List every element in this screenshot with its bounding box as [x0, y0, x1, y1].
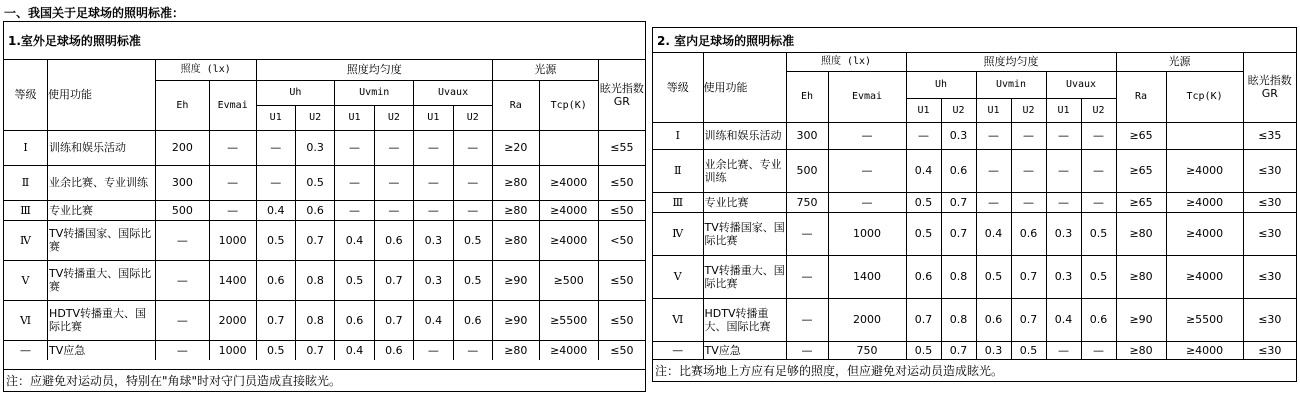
- cell-uvmin-u2: 0.7: [1011, 298, 1046, 341]
- cell-uvaux-u1: —: [1046, 192, 1081, 212]
- col-header-function: 使用功能: [703, 53, 786, 122]
- cell-uvaux-u2: 0.5: [1081, 212, 1116, 255]
- cell-eh: 500: [786, 149, 828, 192]
- cell-eh: —: [786, 212, 828, 255]
- cell-glare: ≤50: [598, 200, 645, 220]
- cell-uh-u1: 0.6: [906, 255, 941, 298]
- cell-tcp: ≥500: [539, 260, 598, 300]
- cell-uvmin-u1: 0.6: [335, 300, 374, 340]
- cell-evmai: 2000: [828, 298, 906, 341]
- cell-function: TV转播重大、国际比赛: [48, 260, 156, 300]
- outdoor-table-title: 1.室外足球场的照明标准: [4, 22, 645, 60]
- cell-function: TV转播国家、国际比赛: [48, 220, 156, 260]
- cell-uh-u2: 0.5: [295, 165, 334, 200]
- cell-level: Ⅱ: [653, 149, 703, 192]
- col-header-uvaux: Uvaux: [1046, 71, 1116, 98]
- cell-uvaux-u2: —: [453, 130, 492, 165]
- cell-ra: ≥65: [1116, 122, 1166, 149]
- cell-eh: —: [155, 340, 209, 360]
- cell-uh-u2: 0.7: [295, 220, 334, 260]
- cell-uvaux-u2: —: [453, 200, 492, 220]
- col-header-ra: Ra: [492, 80, 539, 130]
- col-header-uvmin: Uvmin: [335, 80, 414, 105]
- table-row: [4, 340, 645, 360]
- cell-tcp: ≥5500: [539, 300, 598, 340]
- cell-glare: ≤35: [1243, 122, 1296, 149]
- cell-glare: ≤50: [598, 300, 645, 340]
- cell-tcp: ≥4000: [1166, 149, 1243, 192]
- cell-uvaux-u1: 0.3: [1046, 255, 1081, 298]
- cell-uvaux-u2: 0.5: [453, 220, 492, 260]
- cell-uh-u2: 0.7: [941, 212, 976, 255]
- cell-uh-u1: 0.5: [906, 212, 941, 255]
- cell-uvaux-u2: —: [453, 340, 492, 360]
- cell-uvmin-u2: 0.7: [374, 260, 413, 300]
- col-header-glare: 眩光指数GR: [598, 60, 645, 130]
- cell-ra: ≥80: [492, 220, 539, 260]
- cell-tcp: ≥4000: [1166, 255, 1243, 298]
- cell-level: —: [653, 341, 703, 360]
- table-row: [4, 220, 645, 260]
- cell-function: TV转播重大、国际比赛: [703, 255, 786, 298]
- col-header-uvmin-u1: U1: [335, 105, 374, 130]
- cell-glare: ≤55: [598, 130, 645, 165]
- cell-uvaux-u1: 0.3: [414, 260, 453, 300]
- cell-tcp: ≥4000: [1166, 192, 1243, 212]
- cell-ra: ≥65: [1116, 192, 1166, 212]
- cell-glare: ≤50: [598, 165, 645, 200]
- cell-level: Ⅴ: [4, 260, 48, 300]
- cell-ra: ≥65: [1116, 149, 1166, 192]
- cell-tcp: ≥4000: [539, 165, 598, 200]
- cell-uvmin-u1: 0.3: [976, 341, 1011, 360]
- cell-ra: ≥80: [492, 340, 539, 360]
- cell-uh-u2: 0.7: [941, 192, 976, 212]
- outdoor-table-note: 注：应避免对运动员，特别在"角球"时对守门员造成直接眩光。: [4, 369, 645, 391]
- cell-glare: ≤30: [1243, 192, 1296, 212]
- cell-eh: —: [155, 260, 209, 300]
- table-row: [653, 149, 1296, 192]
- col-header-uvmin-u2: U2: [374, 105, 413, 130]
- cell-uh-u2: 0.3: [295, 130, 334, 165]
- cell-uvmin-u2: —: [1011, 122, 1046, 149]
- cell-uvaux-u2: 0.6: [1081, 298, 1116, 341]
- cell-level: Ⅰ: [653, 122, 703, 149]
- col-header-uvaux-u1: U1: [1046, 98, 1081, 122]
- cell-tcp: ≥5500: [1166, 298, 1243, 341]
- cell-eh: —: [786, 298, 828, 341]
- cell-level: —: [4, 340, 48, 360]
- cell-uh-u1: 0.7: [906, 298, 941, 341]
- cell-glare: <50: [598, 220, 645, 260]
- cell-function: 训练和娱乐活动: [703, 122, 786, 149]
- cell-uh-u2: 0.8: [941, 255, 976, 298]
- cell-uh-u1: —: [256, 130, 295, 165]
- cell-uvaux-u1: —: [414, 340, 453, 360]
- cell-glare: ≤50: [598, 260, 645, 300]
- col-header-light-source: 光源: [1116, 53, 1243, 71]
- col-header-uvmin: Uvmin: [976, 71, 1046, 98]
- cell-uvmin-u2: 0.5: [1011, 341, 1046, 360]
- cell-uh-u2: 0.7: [295, 340, 334, 360]
- cell-level: Ⅳ: [4, 220, 48, 260]
- cell-eh: —: [786, 341, 828, 360]
- cell-function: TV应急: [48, 340, 156, 360]
- cell-uvaux-u1: —: [414, 165, 453, 200]
- cell-uvmin-u2: —: [374, 130, 413, 165]
- cell-ra: ≥80: [1116, 212, 1166, 255]
- cell-evmai: 1000: [828, 212, 906, 255]
- cell-level: Ⅵ: [653, 298, 703, 341]
- cell-uvmin-u1: 0.6: [976, 298, 1011, 341]
- table-row: [653, 212, 1296, 255]
- cell-uh-u1: 0.6: [256, 260, 295, 300]
- cell-evmai: —: [209, 130, 256, 165]
- cell-uh-u2: 0.6: [295, 200, 334, 220]
- col-header-glare: 眩光指数GR: [1243, 53, 1296, 122]
- cell-uh-u1: 0.5: [256, 220, 295, 260]
- cell-evmai: —: [828, 122, 906, 149]
- cell-uvaux-u1: —: [414, 200, 453, 220]
- outdoor-standard-table: [4, 60, 645, 360]
- cell-tcp: [1166, 122, 1243, 149]
- cell-tcp: ≥4000: [539, 220, 598, 260]
- cell-uvaux-u2: —: [1081, 341, 1116, 360]
- cell-uvmin-u2: —: [374, 165, 413, 200]
- cell-evmai: 1000: [209, 220, 256, 260]
- cell-ra: ≥80: [1116, 341, 1166, 360]
- col-header-evmai: Evmai: [828, 71, 906, 122]
- cell-uh-u1: 0.5: [906, 192, 941, 212]
- cell-uh-u1: 0.5: [906, 341, 941, 360]
- cell-uvmin-u1: 0.4: [335, 340, 374, 360]
- cell-function: HDTV转播重大、国际比赛: [48, 300, 156, 340]
- col-header-uvmin-u2: U2: [1011, 98, 1046, 122]
- cell-uvmin-u2: 0.6: [374, 220, 413, 260]
- cell-level: Ⅴ: [653, 255, 703, 298]
- cell-uh-u2: 0.3: [941, 122, 976, 149]
- cell-evmai: 2000: [209, 300, 256, 340]
- cell-ra: ≥20: [492, 130, 539, 165]
- cell-eh: 300: [155, 165, 209, 200]
- col-header-eh: Eh: [786, 71, 828, 122]
- cell-tcp: ≥4000: [539, 200, 598, 220]
- cell-uvaux-u1: 0.4: [414, 300, 453, 340]
- cell-ra: ≥90: [1116, 298, 1166, 341]
- cell-uh-u1: 0.7: [256, 300, 295, 340]
- cell-eh: 500: [155, 200, 209, 220]
- table-row: [4, 130, 645, 165]
- col-header-function: 使用功能: [48, 60, 156, 130]
- col-header-tcp: Tcp(K): [539, 80, 598, 130]
- cell-eh: —: [155, 220, 209, 260]
- cell-ra: ≥80: [492, 165, 539, 200]
- cell-evmai: 750: [828, 341, 906, 360]
- table-row: [4, 260, 645, 300]
- cell-function: 训练和娱乐活动: [48, 130, 156, 165]
- cell-ra: ≥80: [1116, 255, 1166, 298]
- cell-uh-u2: 0.7: [941, 341, 976, 360]
- table-row: [653, 298, 1296, 341]
- cell-uvaux-u2: —: [453, 165, 492, 200]
- col-header-uh: Uh: [256, 80, 335, 105]
- col-header-uh-u2: U2: [941, 98, 976, 122]
- cell-glare: ≤30: [1243, 298, 1296, 341]
- cell-uvaux-u2: 0.5: [1081, 255, 1116, 298]
- cell-uh-u1: 0.4: [906, 149, 941, 192]
- cell-glare: ≤30: [1243, 149, 1296, 192]
- cell-uvaux-u2: —: [1081, 192, 1116, 212]
- col-header-uh-u1: U1: [906, 98, 941, 122]
- cell-eh: 200: [155, 130, 209, 165]
- cell-evmai: 1400: [828, 255, 906, 298]
- cell-glare: ≤50: [598, 340, 645, 360]
- outdoor-standard-panel: [3, 21, 646, 392]
- col-header-uvaux: Uvaux: [414, 80, 493, 105]
- col-header-uniformity: 照度均匀度: [906, 53, 1116, 71]
- cell-uvmin-u2: —: [1011, 192, 1046, 212]
- cell-uvmin-u1: —: [335, 165, 374, 200]
- cell-uh-u1: —: [256, 165, 295, 200]
- cell-uvaux-u1: 0.3: [414, 220, 453, 260]
- cell-uvaux-u2: 0.5: [453, 260, 492, 300]
- cell-uh-u2: 0.8: [295, 300, 334, 340]
- col-header-uvaux-u1: U1: [414, 105, 453, 130]
- cell-ra: ≥90: [492, 300, 539, 340]
- cell-uvmin-u2: 0.6: [1011, 212, 1046, 255]
- cell-function: 专业比赛: [48, 200, 156, 220]
- col-header-uh: Uh: [906, 71, 976, 98]
- cell-uvaux-u2: —: [1081, 149, 1116, 192]
- col-header-evmai: Evmai: [209, 80, 256, 130]
- col-header-uvaux-u2: U2: [1081, 98, 1116, 122]
- table-row: [4, 200, 645, 220]
- cell-eh: 750: [786, 192, 828, 212]
- cell-uvmin-u2: —: [1011, 149, 1046, 192]
- cell-uvaux-u1: 0.3: [1046, 212, 1081, 255]
- cell-function: 业余比赛、专业训练: [48, 165, 156, 200]
- cell-level: Ⅳ: [653, 212, 703, 255]
- cell-function: 专业比赛: [703, 192, 786, 212]
- cell-glare: ≤30: [1243, 341, 1296, 360]
- col-header-uh-u2: U2: [295, 105, 334, 130]
- cell-eh: —: [155, 300, 209, 340]
- cell-uvaux-u1: —: [1046, 122, 1081, 149]
- table-row: [653, 122, 1296, 149]
- cell-evmai: —: [209, 200, 256, 220]
- cell-uvaux-u1: —: [1046, 341, 1081, 360]
- cell-uvmin-u1: 0.4: [976, 212, 1011, 255]
- cell-uvmin-u2: —: [374, 200, 413, 220]
- cell-eh: 300: [786, 122, 828, 149]
- cell-evmai: 1000: [209, 340, 256, 360]
- cell-function: TV转播国家、国际比赛: [703, 212, 786, 255]
- col-header-illuminance: 照度 (lx): [786, 53, 906, 71]
- cell-evmai: —: [209, 165, 256, 200]
- cell-evmai: —: [828, 149, 906, 192]
- cell-uvmin-u2: 0.7: [1011, 255, 1046, 298]
- cell-tcp: ≥4000: [1166, 212, 1243, 255]
- cell-level: Ⅲ: [4, 200, 48, 220]
- cell-uvmin-u1: 0.5: [976, 255, 1011, 298]
- cell-uvaux-u1: —: [414, 130, 453, 165]
- cell-function: HDTV转播重大、国际比赛: [703, 298, 786, 341]
- cell-level: Ⅱ: [4, 165, 48, 200]
- col-header-ra: Ra: [1116, 71, 1166, 122]
- cell-function: 业余比赛、专业训练: [703, 149, 786, 192]
- cell-uh-u2: 0.8: [941, 298, 976, 341]
- cell-function: TV应急: [703, 341, 786, 360]
- cell-evmai: —: [828, 192, 906, 212]
- col-header-level: 等级: [4, 60, 48, 130]
- cell-glare: ≤30: [1243, 255, 1296, 298]
- col-header-eh: Eh: [155, 80, 209, 130]
- cell-tcp: ≥4000: [539, 340, 598, 360]
- cell-glare: ≤30: [1243, 212, 1296, 255]
- col-header-illuminance: 照度 (lx): [155, 60, 256, 80]
- cell-uvaux-u1: 0.4: [1046, 298, 1081, 341]
- cell-uvmin-u1: —: [976, 192, 1011, 212]
- indoor-standard-table: [653, 53, 1296, 360]
- cell-uvmin-u1: —: [335, 130, 374, 165]
- indoor-table-title: 2. 室内足球场的照明标准: [653, 28, 1296, 53]
- col-header-light-source: 光源: [492, 60, 598, 80]
- cell-uvmin-u1: —: [976, 149, 1011, 192]
- cell-uvaux-u2: 0.6: [453, 300, 492, 340]
- table-row: [4, 165, 645, 200]
- cell-uvmin-u1: —: [335, 200, 374, 220]
- cell-uh-u1: 0.5: [256, 340, 295, 360]
- cell-level: Ⅰ: [4, 130, 48, 165]
- cell-ra: ≥90: [492, 260, 539, 300]
- cell-uh-u1: 0.4: [256, 200, 295, 220]
- table-row: [4, 300, 645, 340]
- cell-eh: —: [786, 255, 828, 298]
- col-header-uniformity: 照度均匀度: [256, 60, 492, 80]
- col-header-level: 等级: [653, 53, 703, 122]
- table-row: [653, 341, 1296, 360]
- cell-level: Ⅲ: [653, 192, 703, 212]
- col-header-uh-u1: U1: [256, 105, 295, 130]
- table-row: [653, 192, 1296, 212]
- cell-ra: ≥80: [492, 200, 539, 220]
- cell-uvmin-u1: 0.4: [335, 220, 374, 260]
- indoor-standard-panel: [652, 27, 1297, 382]
- cell-tcp: ≥4000: [1166, 341, 1243, 360]
- cell-tcp: [539, 130, 598, 165]
- cell-uh-u2: 0.6: [941, 149, 976, 192]
- cell-uvmin-u2: 0.6: [374, 340, 413, 360]
- col-header-tcp: Tcp(K): [1166, 71, 1243, 122]
- indoor-table-note: 注：比赛场地上方应有足够的照度，但应避免对运动员造成眩光。: [653, 359, 1296, 381]
- cell-level: Ⅵ: [4, 300, 48, 340]
- page-heading: 一、我国关于足球场的照明标准：: [4, 6, 185, 20]
- cell-uvaux-u2: —: [1081, 122, 1116, 149]
- col-header-uvaux-u2: U2: [453, 105, 492, 130]
- cell-uvmin-u1: 0.5: [335, 260, 374, 300]
- col-header-uvmin-u1: U1: [976, 98, 1011, 122]
- cell-uh-u1: —: [906, 122, 941, 149]
- cell-uvmin-u2: 0.7: [374, 300, 413, 340]
- table-row: [653, 255, 1296, 298]
- cell-evmai: 1400: [209, 260, 256, 300]
- cell-uvmin-u1: —: [976, 122, 1011, 149]
- cell-uh-u2: 0.8: [295, 260, 334, 300]
- cell-uvaux-u1: —: [1046, 149, 1081, 192]
